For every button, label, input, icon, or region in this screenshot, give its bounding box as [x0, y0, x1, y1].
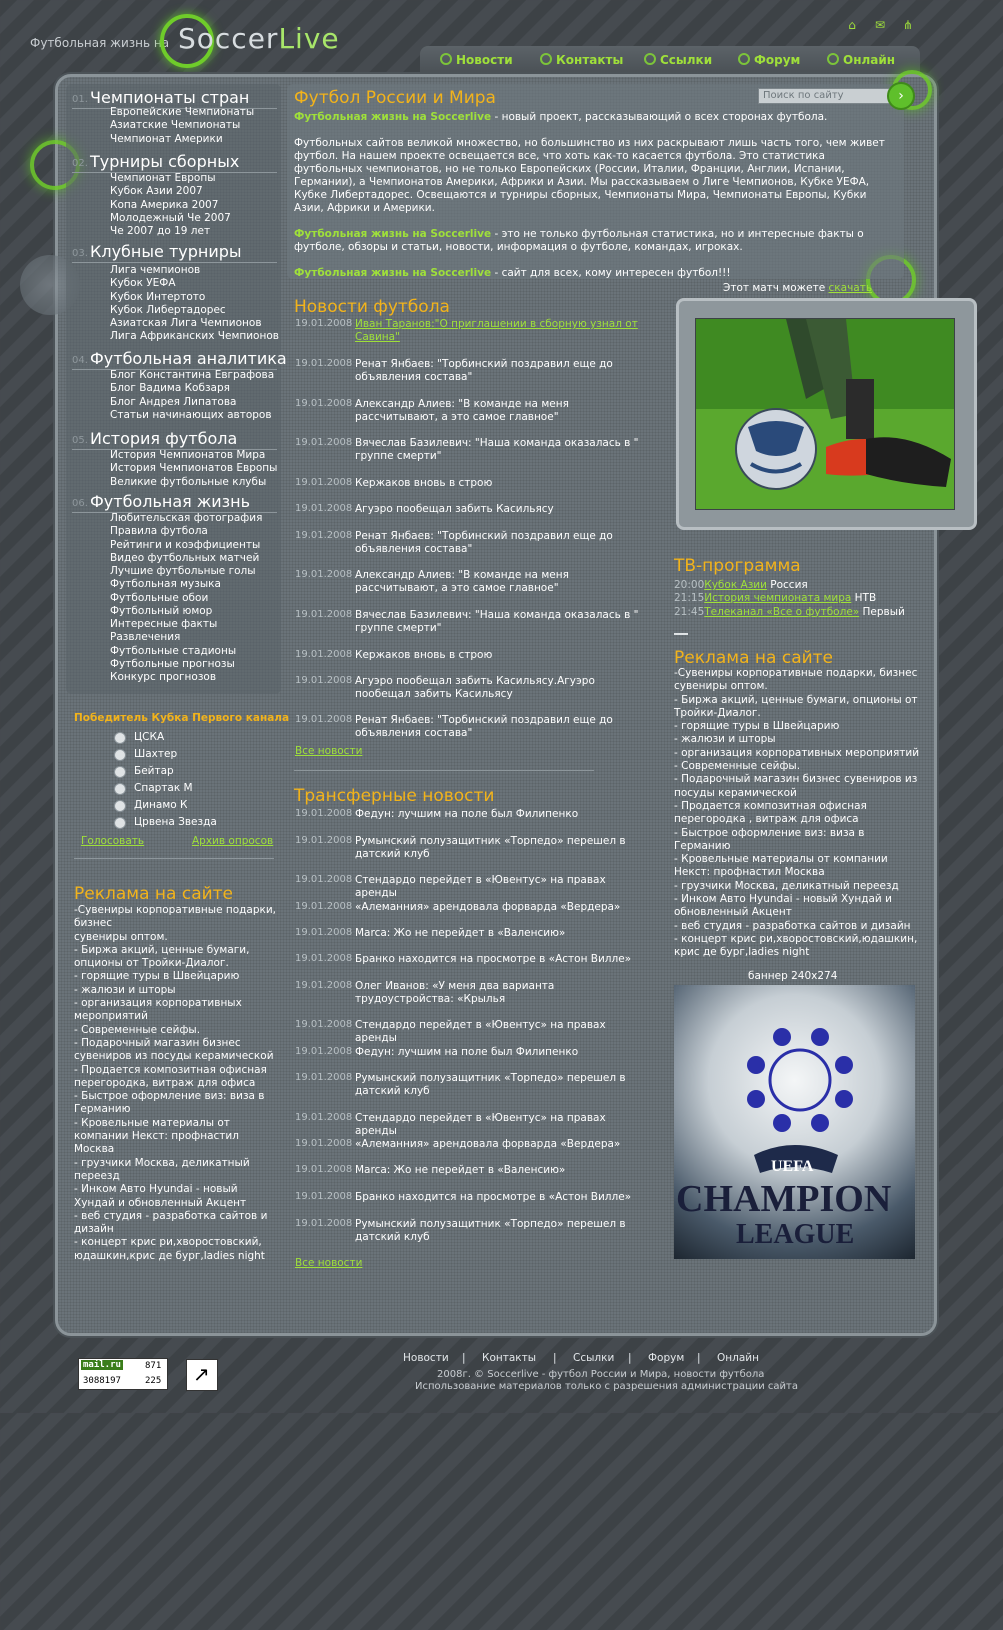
champions-league-banner[interactable]	[674, 985, 915, 1259]
transfer-headline[interactable]: Румынский полузащитник «Торпедо» перешел в датский клуб	[355, 835, 626, 860]
sidebar-item[interactable]: Кубок Интертото	[110, 290, 206, 303]
counter-value-3: 225	[145, 1376, 162, 1386]
transfer-date: 19.01.2008	[295, 1164, 353, 1175]
news-headline[interactable]: Агуэро пообещал забить Касильясу	[355, 503, 554, 515]
mail-icon[interactable]: ✉	[874, 18, 886, 32]
tv-channel: НТВ	[851, 592, 877, 605]
footer-separator: |	[553, 1352, 557, 1364]
sidebar-item[interactable]: История Чемпионатов Мира	[110, 449, 266, 461]
poll-option[interactable]: Црвена Звезда	[134, 816, 217, 828]
sidebar-item[interactable]: Молодежный Че 2007	[110, 211, 231, 224]
news-headline[interactable]: Кержаков вновь в строю	[355, 649, 493, 661]
site-tagline: Футбольная жизнь на	[30, 36, 170, 50]
sidebar-item[interactable]: Футбольные прогнозы	[110, 657, 235, 670]
nav-tab-links[interactable]: Ссылки	[644, 48, 712, 72]
footer-separator: |	[697, 1352, 701, 1364]
all-news-link[interactable]: Все новости	[295, 745, 363, 757]
intro-text	[294, 111, 894, 280]
news-date: 19.01.2008	[295, 398, 353, 409]
sidebar-item[interactable]: Азиатские Чемпионаты	[110, 119, 241, 132]
sidebar-section-title[interactable]: Футбольная жизнь	[90, 492, 251, 511]
transfer-headline[interactable]: Стендардо перейдет в «Ювентус» на правах аренды	[355, 874, 606, 899]
news-date: 19.01.2008	[295, 318, 353, 329]
transfer-headline[interactable]: Бранко находится на просмотре в «Астон Вилле»	[355, 1191, 632, 1203]
footer-copyright: 2008г. © Soccerlive - футбол России и Мира, новости футбола	[437, 1369, 765, 1380]
intro-p1: - новый проект, рассказывающий о всех сторонах футбола.	[491, 111, 828, 123]
tv-show-link[interactable]: Телеканал «Все о футболе»	[704, 605, 860, 618]
section-number: 03.	[72, 248, 88, 259]
arrow-icon: ↗	[193, 1362, 210, 1386]
all-transfers-link[interactable]: Все новости	[295, 1257, 363, 1269]
footer-link[interactable]: Форум	[648, 1352, 685, 1364]
divider	[72, 262, 277, 263]
divider	[674, 633, 688, 635]
footer-link[interactable]: Новости	[403, 1352, 449, 1364]
tv-channel: Россия	[766, 579, 808, 591]
news-headline[interactable]: Кержаков вновь в строю	[355, 477, 493, 489]
news-date: 19.01.2008	[295, 714, 353, 725]
transfer-date: 19.01.2008	[295, 1046, 353, 1057]
sidebar-item[interactable]: Чемпионат Америки	[110, 132, 223, 145]
banner-uefa: UEFA	[771, 1158, 814, 1175]
footer-separator: |	[462, 1352, 466, 1364]
sidebar-item[interactable]: Лучшие футбольные голы	[110, 565, 256, 577]
transfer-date: 19.01.2008	[295, 1138, 353, 1149]
transfer-date: 19.01.2008	[295, 835, 353, 846]
logo-part-live: Live	[278, 22, 340, 55]
intro-p4: - сайт для всех, кому интересен футбол!!!	[491, 267, 731, 279]
transfer-date: 19.01.2008	[295, 901, 353, 912]
tv-time: 21:15	[674, 592, 705, 605]
poll-option[interactable]: Динамо К	[134, 799, 188, 811]
news-date: 19.01.2008	[295, 569, 353, 580]
sidebar-item[interactable]: Видео футбольных матчей	[110, 551, 260, 564]
transfer-date: 19.01.2008	[295, 953, 353, 964]
poll-option[interactable]: ЦСКА	[134, 731, 165, 743]
nav-tab-online[interactable]: Онлайн	[827, 48, 895, 72]
sidebar-section-title[interactable]: История футбола	[90, 429, 238, 448]
news-date: 19.01.2008	[295, 477, 353, 488]
sidebar-item[interactable]: Статьи начинающих авторов	[110, 408, 272, 421]
transfer-date: 19.01.2008	[295, 1072, 353, 1083]
news-headline[interactable]: Вячеслав Базилевич: "Наша команда оказалась в " группе смерти"	[355, 609, 639, 634]
sitemap-icon[interactable]: ⋔	[902, 18, 914, 32]
sidebar-section-title[interactable]: Футбольная аналитика	[90, 349, 287, 368]
tv-show-link[interactable]: Кубок Азии	[704, 579, 767, 591]
intro-p2: Футбольных сайтов великой множество, но большинство из них раскрывают лишь часть того, чем живет футбол. На нашем проекте освещается все, что хоть как-то касается футбола. Это статистика футбольных чемпионатов, но не только Европейских (России, Италии, Франции, Англии, Испании, Германии), а Чемпионатов Америки, Африки и Азии. Мы рассказываем о Лиге Чемпионов, Кубке УЕФА, Кубке Либертадорес. Освещаются и турниры сборных, Чемпионаты Мира, Чемпионаты Европы, Кубки Азии, Африки и Америки.	[294, 137, 885, 214]
sidebar-item[interactable]: Блог Андрея Липатова	[110, 395, 237, 408]
home-icon[interactable]: ⌂	[848, 18, 856, 32]
banner-label: баннер 240х274	[748, 970, 838, 982]
divider	[74, 858, 274, 859]
transfer-headline[interactable]: Олег Иванов: «У меня два варианта трудоустройства: «Крылья	[355, 980, 555, 1005]
news-headline[interactable]: Александр Алиев: "В команде на меня рассчитывают, а это самое главное"	[355, 569, 569, 594]
transfer-date: 19.01.2008	[295, 1019, 353, 1030]
poll-title: Победитель Кубка Первого канала	[74, 712, 290, 724]
transfer-headline[interactable]: Бранко находится на просмотре в «Астон Вилле»	[355, 953, 632, 965]
sidebar-section-title[interactable]: Турниры сборных	[90, 152, 240, 171]
sidebar-item[interactable]: История Чемпионатов Европы	[110, 462, 278, 475]
transfer-headline[interactable]: Румынский полузащитник «Торпедо» перешел в датский клуб	[355, 1072, 626, 1097]
footer-notice: Использование материалов только с разрешения администрации сайта	[415, 1381, 799, 1392]
sidebar-item[interactable]: Лига чемпионов	[110, 264, 201, 276]
sidebar-item[interactable]: Блог Константина Евграфова	[110, 369, 275, 381]
football-photo-illustration	[696, 319, 954, 509]
intro-lead: Футбольная жизнь на Soccerlive	[294, 228, 492, 240]
news-headline[interactable]: Александр Алиев: "В команде на меня рассчитывают, а это самое главное"	[355, 398, 569, 423]
search-input[interactable]: Поиск по сайту	[758, 88, 896, 104]
footer-separator: |	[628, 1352, 632, 1364]
left-ads-text: -Сувениры корпоративные подарки, бизнес сувениры оптом. - Биржа акций, ценные бумаги, опционы от Тройки-Диалог. - горящие туры в Швейцарию - жалюзи и шторы - организация корпоративных мероприятий - Современные сейфы. - Подарочный магазин бизнес сувениров из посуды керамической - Продается композитная офисная перегородка, витраж для офиса - Быстрое оформление виз: виза в Германию - Кровельные материалы от компании Некст: профнастил Москва - грузчики Москва, деликатный переезд - Инком Авто Hyundai - новый Хундай и обновленный Акцент - веб студия - разработка сайтов и дизайн - концерт крис ри,хворостовский, юдашкин,крис де бург,ladies night	[74, 904, 277, 1262]
sidebar-item[interactable]: Конкурс прогнозов	[110, 671, 217, 683]
transfer-headline[interactable]: Marca: Жо не перейдет в «Валенсию»	[355, 1164, 566, 1176]
sidebar-item[interactable]: Европейские Чемпионаты	[110, 106, 255, 118]
intro-lead: Футбольная жизнь на Soccerlive	[294, 267, 492, 279]
match-photo[interactable]	[695, 318, 955, 510]
news-headline[interactable]: Ренат Янбаев: "Торбинский поздравил еще до объявления состава"	[355, 358, 613, 383]
sidebar-item[interactable]: Футбольный юмор	[110, 604, 213, 617]
sidebar-item[interactable]: Копа Америка 2007	[110, 198, 219, 211]
sidebar-section-title[interactable]: Чемпионаты стран	[90, 88, 250, 107]
sidebar-item[interactable]: Великие футбольные клубы	[110, 475, 267, 488]
tv-channel: Первый	[859, 605, 905, 618]
left-ads-title: Реклама на сайте	[74, 884, 234, 904]
transfer-headline[interactable]: Румынский полузащитник «Торпедо» перешел в датский клуб	[355, 1218, 626, 1243]
transfer-headline[interactable]: Marca: Жо не перейдет в «Валенсию»	[355, 927, 566, 939]
tv-time: 21:45	[674, 605, 705, 618]
sidebar-item[interactable]: Рейтинги и коэффициенты	[110, 538, 261, 551]
tv-time: 20:00	[674, 579, 705, 591]
match-label: Этот матч можете	[723, 282, 829, 294]
match-download-link[interactable]: скачать	[828, 282, 873, 294]
section-number: 05.	[72, 435, 88, 446]
section-number: 01.	[72, 94, 88, 105]
developer-logo[interactable]	[186, 1359, 218, 1391]
sidebar-section-title[interactable]: Клубные турниры	[90, 242, 242, 261]
sidebar-item[interactable]: Развлечения	[110, 631, 181, 644]
intro-lead: Футбольная жизнь на Soccerlive	[294, 111, 492, 123]
sidebar-item[interactable]: Кубок УЕФА	[110, 277, 176, 290]
divider	[294, 770, 594, 771]
transfers-title: Трансферные новости	[294, 786, 495, 806]
footer-link[interactable]: Ссылки	[573, 1352, 615, 1364]
poll-archive-link[interactable]: Архив опросов	[192, 835, 274, 847]
counter-value-2: 3088197	[83, 1376, 121, 1386]
news-date: 19.01.2008	[295, 609, 353, 620]
sidebar-item[interactable]: Интересные факты	[110, 618, 218, 630]
sidebar-item[interactable]: Кубок Азии 2007	[110, 185, 203, 198]
transfer-date: 19.01.2008	[295, 874, 353, 885]
transfer-date: 19.01.2008	[295, 1112, 353, 1123]
sidebar-item[interactable]: Любительская фотография	[110, 512, 263, 524]
transfer-date: 19.01.2008	[295, 808, 353, 819]
intro-p3: - это не только футбольная статистика, но и интересные факты о футболе, обзоры и статьи, новости, информация о футболе, командах, игроках.	[294, 228, 864, 253]
news-date: 19.01.2008	[295, 530, 353, 541]
transfer-headline[interactable]: Стендардо перейдет в «Ювентус» на правах аренды	[355, 1112, 606, 1137]
sidebar-item[interactable]: Кубок Либертадорес	[110, 303, 226, 316]
news-headline[interactable]: Иван Таранов:"О приглашении в сборную узнал от Савина"	[355, 318, 638, 343]
search-button[interactable]: ›	[887, 82, 915, 110]
right-ads-title: Реклама на сайте	[674, 648, 834, 668]
sidebar-item[interactable]: Блог Вадима Кобзаря	[110, 382, 230, 395]
sidebar-item[interactable]: Футбольная музыка	[110, 578, 221, 591]
tv-item	[674, 592, 876, 604]
tv-show-link[interactable]: История чемпионата мира	[704, 592, 852, 605]
poll-option[interactable]: Спартак М	[134, 782, 193, 794]
sidebar-item[interactable]: Че 2007 до 19 лет	[110, 225, 211, 237]
poll-option[interactable]: Бейтар	[134, 765, 174, 777]
nav-tab-forum[interactable]: Форум	[738, 48, 800, 72]
top-icons	[831, 18, 915, 32]
news-date: 19.01.2008	[295, 649, 353, 660]
news-headline[interactable]: Ренат Янбаев: "Торбинский поздравил еще до объявления состава"	[355, 530, 613, 555]
transfer-headline[interactable]: «Алеманния» арендовала форварда «Вердера»	[355, 1138, 621, 1150]
section-number: 04.	[72, 355, 88, 366]
counter-value-1: 871	[145, 1361, 162, 1371]
champions-league-logo	[674, 985, 915, 1259]
intro-title: Футбол России и Мира	[294, 88, 496, 108]
transfer-headline[interactable]: Федун: лучшим на поле был Филипенко	[355, 1046, 579, 1058]
site-logo[interactable]	[160, 14, 360, 64]
news-date: 19.01.2008	[295, 503, 353, 514]
nav-tab-contacts[interactable]: Контакты	[540, 48, 623, 72]
sidebar-item[interactable]: Футбольные стадионы	[110, 644, 237, 657]
banner-league: LEAGUE	[736, 1219, 855, 1250]
mailru-counter[interactable]	[78, 1358, 168, 1390]
tv-item	[674, 606, 905, 618]
right-ads-text: -Сувениры корпоративные подарки, бизнес сувениры оптом. - Биржа акций, ценные бумаги, опционы от Тройки-Диалог. - горящие туры в Швейцарию - жалюзи и шторы - организация корпоративных мероприятий - Современные сейфы. - Подарочный магазин бизнес сувениров из посуды керамической - Продается композитная офисная перегородка , витраж для офиса - Быстрое оформление виз: виза в Германию - Кровельные материалы от компании Некст: профнастил Москва - грузчики Москва, деликатный переезд - Инком Авто Hyundai - новый Хундай и обновленный Акцент - веб студия - разработка сайтов и дизайн - концерт крис ри,хворостовский,юдашкин, крис де бург,ladies night	[674, 667, 920, 959]
footer-link[interactable]: Онлайн	[717, 1352, 759, 1364]
sidebar-item[interactable]: Лига Африканских Чемпионов	[110, 330, 279, 343]
section-number: 06.	[72, 498, 88, 509]
tv-item	[674, 579, 808, 591]
news-date: 19.01.2008	[295, 437, 353, 448]
section-number: 02.	[72, 158, 88, 169]
banner-champion: CHAMPION	[676, 1178, 892, 1220]
news-headline[interactable]: Вячеслав Базилевич: "Наша команда оказалась в " группе смерти"	[355, 437, 639, 462]
transfer-date: 19.01.2008	[295, 980, 353, 991]
transfer-headline[interactable]: «Алеманния» арендовала форварда «Вердера»	[355, 901, 621, 913]
counter-brand: mail.ru	[83, 1360, 121, 1370]
news-headline[interactable]: Агуэро пообещал забить Касильясу.Агуэро пообещал забить Касильясу	[355, 675, 595, 700]
sidebar-item[interactable]: Чемпионат Европы	[110, 172, 216, 184]
sidebar-item[interactable]: Футбольные обои	[110, 591, 209, 604]
transfer-date: 19.01.2008	[295, 927, 353, 938]
news-date: 19.01.2008	[295, 358, 353, 369]
vote-link[interactable]: Голосовать	[81, 835, 145, 847]
news-title: Новости футбола	[294, 297, 450, 317]
logo-part-soccer: Soccer	[178, 22, 279, 55]
transfer-headline[interactable]: Федун: лучшим на поле был Филипенко	[355, 808, 579, 820]
news-date: 19.01.2008	[295, 675, 353, 686]
main-nav	[420, 48, 920, 74]
poll-option[interactable]: Шахтер	[134, 748, 178, 760]
footer-link[interactable]: Контакты	[482, 1352, 537, 1364]
sidebar-item[interactable]: Азиатская Лига Чемпионов	[110, 317, 262, 329]
sidebar-item[interactable]: Правила футбола	[110, 525, 208, 538]
tv-title: ТВ-программа	[674, 556, 801, 576]
transfer-date: 19.01.2008	[295, 1218, 353, 1229]
news-headline[interactable]: Ренат Янбаев: "Торбинский поздравил еще до объявления состава"	[355, 714, 613, 739]
nav-tab-news[interactable]: Новости	[440, 48, 513, 72]
transfer-headline[interactable]: Стендардо перейдет в «Ювентус» на правах аренды	[355, 1019, 606, 1044]
transfer-date: 19.01.2008	[295, 1191, 353, 1202]
